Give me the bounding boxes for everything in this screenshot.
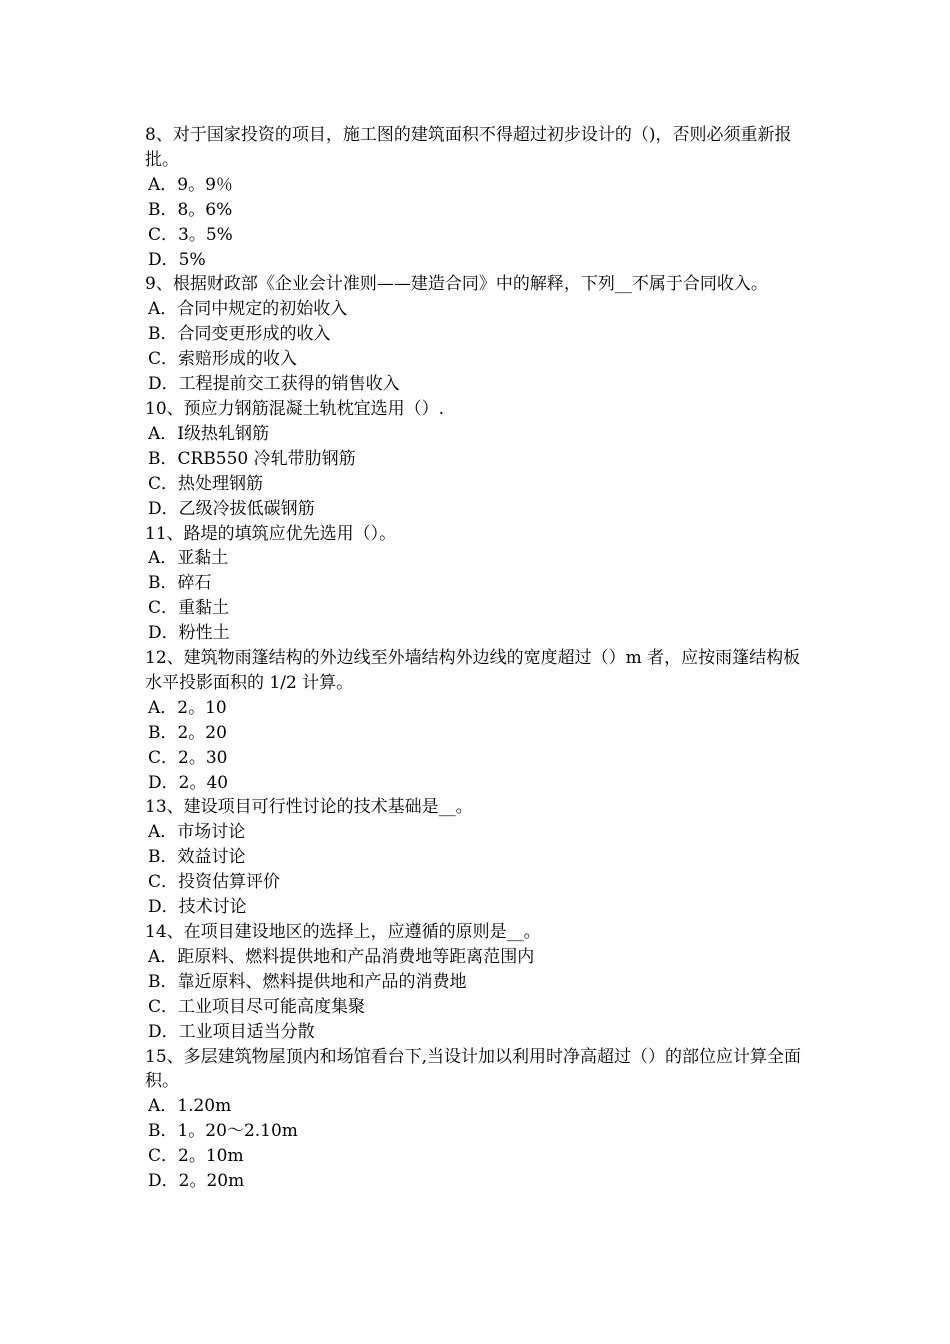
option-a: A．亚黏土 <box>148 548 229 569</box>
option-a: A．2。10 <box>148 697 227 718</box>
option-c: C．投资估算评价 <box>148 872 281 893</box>
option-d: D．工业项目适当分散 <box>148 1021 315 1042</box>
option-a: A．9。9％ <box>148 174 233 195</box>
document-page <box>145 123 810 1194</box>
question-14 <box>145 920 810 1045</box>
option-a: A．Ⅰ级热轧钢筋 <box>148 423 269 444</box>
question-text: 12、建筑物雨篷结构的外边线至外墙结构外边线的宽度超过（）m 者，应按雨篷结构板水平投影面积的 1/2 计算。 <box>145 648 801 693</box>
option-d: D．技术讨论 <box>148 897 247 918</box>
option-d: D．粉性土 <box>148 623 230 644</box>
option-b: B．靠近原料、燃料提供地和产品的消费地 <box>148 971 467 992</box>
question-10 <box>145 397 810 522</box>
option-d: D．5% <box>148 249 206 270</box>
option-b: B．1。20～2.10m <box>148 1121 298 1142</box>
question-text: 11、路堤的填筑应优先选用（）。 <box>145 523 397 544</box>
option-c: C．2。30 <box>148 747 228 768</box>
question-text: 9、根据财政部《企业会计准则——建造合同》中的解释，下列__不属于合同收入。 <box>145 274 768 295</box>
option-b: B．8。6% <box>148 199 233 220</box>
option-a: A．1.20m <box>148 1096 232 1117</box>
question-text: 10、预应力钢筋混凝土轨枕宜选用（）. <box>145 398 445 419</box>
option-a: A．合同中规定的初始收入 <box>148 299 348 320</box>
option-a: A．距原料、燃料提供地和产品消费地等距离范围内 <box>148 946 535 967</box>
question-15 <box>145 1045 810 1194</box>
option-c: C．重黏土 <box>148 598 230 619</box>
option-a: A．市场讨论 <box>148 822 246 843</box>
question-8 <box>145 123 810 272</box>
question-9 <box>145 272 810 397</box>
question-11 <box>145 522 810 647</box>
option-d: D．工程提前交工获得的销售收入 <box>148 374 400 395</box>
question-text: 8、对于国家投资的项目，施工图的建筑面积不得超过初步设计的（)，否则必须重新报批。 <box>145 125 792 170</box>
option-b: B．效益讨论 <box>148 847 246 868</box>
option-d: D．2。20m <box>148 1171 245 1192</box>
question-text: 13、建设项目可行性讨论的技术基础是__。 <box>145 797 473 818</box>
question-text: 14、在项目建设地区的选择上，应遵循的原则是__。 <box>145 922 541 942</box>
option-c: C．3。5% <box>148 224 233 245</box>
question-13 <box>145 795 810 920</box>
option-d: D．乙级冷拔低碳钢筋 <box>148 498 315 519</box>
question-text: 15、多层建筑物屋顶内和场馆看台下,当设计加以利用时净高超过（）的部位应计算全面积。 <box>145 1046 802 1092</box>
option-c: C．2。10m <box>148 1146 244 1167</box>
option-b: B．合同变更形成的收入 <box>148 324 331 345</box>
option-b: B．2。20 <box>148 722 227 743</box>
option-c: C．索赔形成的收入 <box>148 349 298 370</box>
option-c: C．工业项目尽可能高度集聚 <box>148 996 366 1017</box>
option-b: B．CRB550 冷轧带肋钢筋 <box>148 448 356 469</box>
option-b: B．碎石 <box>148 573 212 594</box>
question-12 <box>145 646 810 795</box>
option-d: D．2。40 <box>148 772 229 793</box>
option-c: C．热处理钢筋 <box>148 473 264 494</box>
